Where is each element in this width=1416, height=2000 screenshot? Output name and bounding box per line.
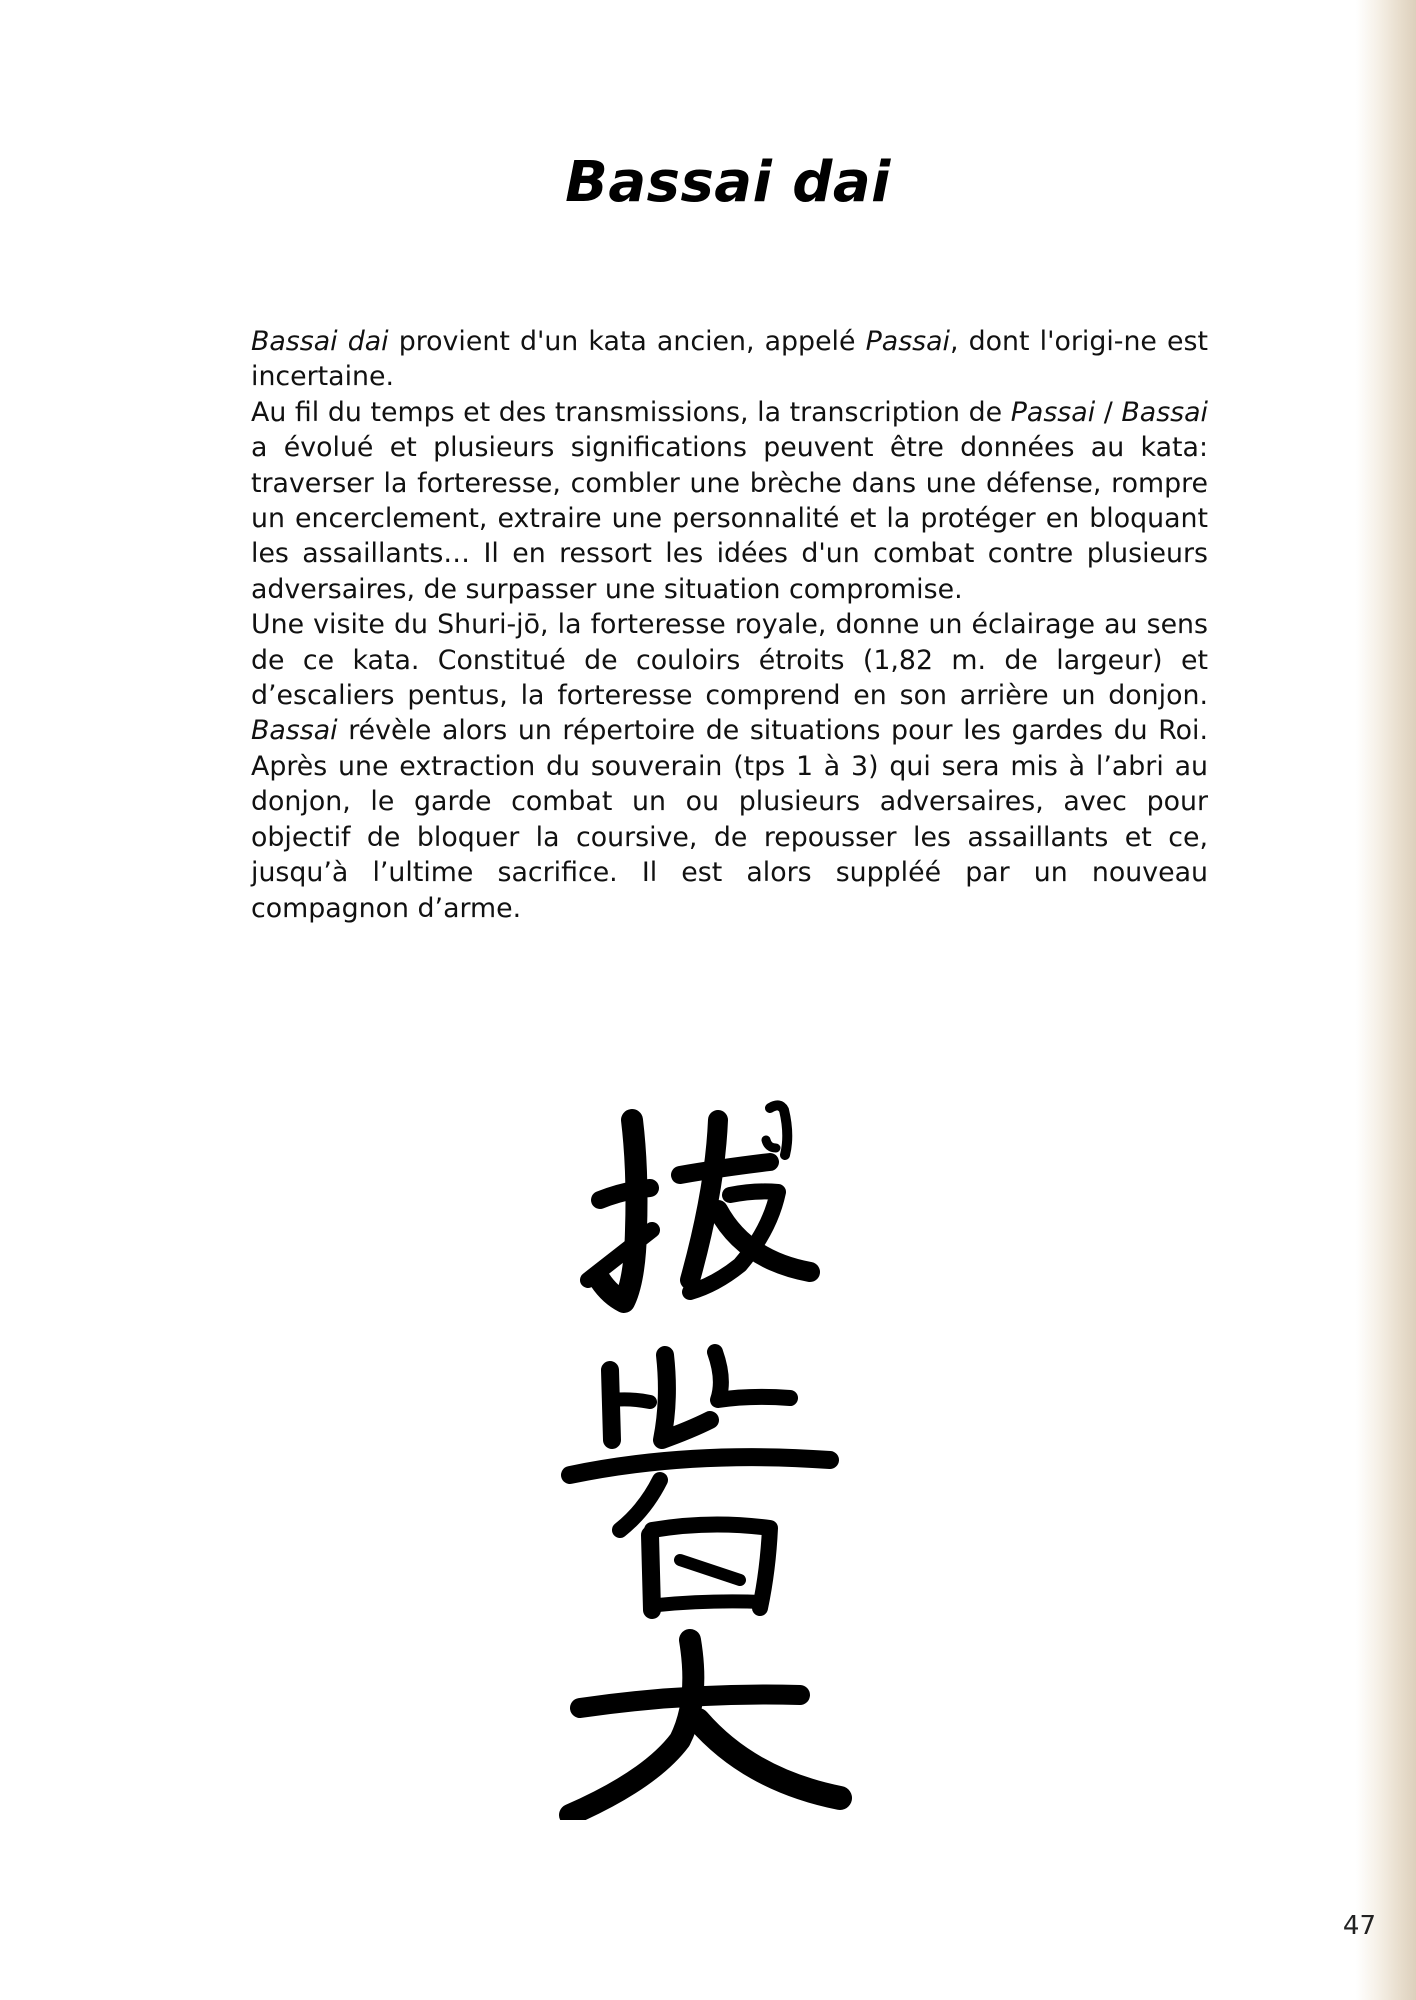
page-title: Bassai dai — [565, 150, 891, 215]
kata-name-italic: Passai — [1010, 396, 1096, 428]
kata-name-italic: Bassai dai — [251, 326, 389, 357]
kanji-batsu — [588, 1105, 810, 1302]
body-text — [251, 324, 1208, 926]
paragraph-shuri-castle: Une visite du Shuri-jō, la forteresse royale, donne un éclairage au sens de ce kata. Constitué de couloirs étroits (1,82 m. de largeur) et d’escaliers pentus, la forteresse comprend en son arrière un donjon. Bassai révèle alors un répertoire de situations pour les gardes du Roi. Après une extraction du souverain (tps 1 à 3) qui sera mis à l’abri au donjon, le garde combat un ou plusieurs adversaires, avec pour objectif de bloquer la coursive, de repousser les assaillants et ce, jusqu’à l’ultime sacrifice. Il est alors suppléé par un nouveau compagnon d’arme. — [251, 609, 1208, 924]
calligraphy-strokes — [540, 1080, 920, 1820]
paragraph-meanings: Au fil du temps et des transmissions, la transcription de Passai / Bassai a évolué et plusieurs significations peuvent être données au kata: traverser la forteresse, combler une brèche dans une défense, rompre un encerclement, extraire une personnalité et la protéger en bloquant les assaillants… Il en ressort les idées d'un combat contre plusieurs adversaires, de surpasser une situation compromise. — [251, 396, 1208, 605]
kanji-dai — [570, 1640, 840, 1815]
page-binding-edge — [1356, 0, 1416, 2000]
kata-name-italic: Bassai — [1121, 396, 1208, 428]
kata-name-italic: Passai — [865, 326, 950, 357]
page-number: 47 — [1342, 1911, 1376, 1941]
kata-name-italic: Bassai — [251, 715, 338, 747]
kanji-calligraphy — [540, 1080, 920, 1820]
kanji-toride — [570, 1352, 830, 1610]
paragraph-origin: Bassai dai provient d'un kata ancien, appelé Passai, dont l'origi-ne est incertaine. — [251, 326, 1208, 393]
